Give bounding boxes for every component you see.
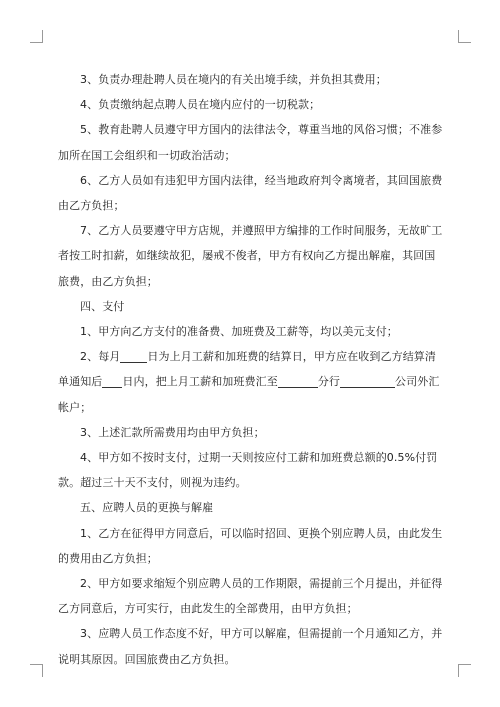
paragraph-item-3-exit-procedures: 3、负责办理赴聘人员在境内的有关出境手续，并负担其费用； bbox=[80, 73, 387, 86]
blank-field-days[interactable] bbox=[102, 374, 122, 388]
crop-mark-bottom-right bbox=[458, 664, 471, 677]
blank-field-bank[interactable] bbox=[278, 374, 318, 388]
paragraph-replacement-2: 2、甲方如要求缩短个别应聘人员的工作期限，需提前三个月提出，并征得乙方同意后，方可实行，由此发生的全部费用，由甲方负担； bbox=[58, 577, 443, 616]
paragraph-payment-1: 1、甲方向乙方支付的准备费、加班费及工薪等，均以美元支付； bbox=[80, 325, 398, 339]
paragraph-payment-3: 3、上述汇款所需费用均由甲方负担； bbox=[80, 425, 265, 439]
paragraph-payment-2: 2、每月 日为上月工薪和加班费的结算日，甲方应在收到乙方结算清单通知后 日内，把上月工薪和加班费汇至 分行 公司外汇帐户； bbox=[58, 350, 440, 414]
blank-field-company[interactable] bbox=[340, 374, 395, 388]
section-heading-replacement: 五、应聘人员的更换与解雇 bbox=[80, 501, 214, 515]
section-heading-payment: 四、支付 bbox=[80, 299, 125, 313]
crop-mark-top-right bbox=[458, 30, 471, 43]
crop-mark-top-left bbox=[30, 30, 43, 43]
paragraph-item-6-violation: 6、乙方人员如有违犯甲方国内法律，经当地政府判令离境者，其回国旅费由乙方负担； bbox=[58, 173, 443, 213]
paragraph-replacement-1: 1、乙方在征得甲方同意后，可以临时招回、更换个别应聘人员，由此发生的费用由乙方负担； bbox=[58, 526, 443, 565]
paragraph-replacement-3: 3、应聘人员工作态度不好，甲方可以解雇，但需提前一个月通知乙方，并说明其原因。回国旅费由乙方负担。 bbox=[58, 627, 443, 666]
paragraph-payment-4: 4、甲方如不按时支付，过期一天则按应付工薪和加班费总额的0.5%付罚款。超过三十天不支付，则视为违约。 bbox=[58, 451, 438, 490]
crop-mark-bottom-left bbox=[30, 664, 43, 677]
paragraph-item-4-taxes: 4、负责缴纳起点聘人员在境内应付的一切税款； bbox=[80, 98, 321, 112]
paragraph-item-7-shop-rules: 7、乙方人员要遵守甲方店规，并遵照甲方编排的工作时间服务，无故旷工者按工时扣薪，如继续故犯，屡戒不俊者，甲方有权向乙方提出解雇，其回国旅费，由乙方负担； bbox=[58, 224, 443, 288]
paragraph-item-5-education: 5、教育赴聘人员遵守甲方国内的法律法令，尊重当地的风俗习惯；不准参加所在国工会组织和一切政治活动； bbox=[58, 123, 443, 162]
blank-field-day[interactable] bbox=[120, 349, 147, 363]
document-body bbox=[58, 67, 444, 672]
